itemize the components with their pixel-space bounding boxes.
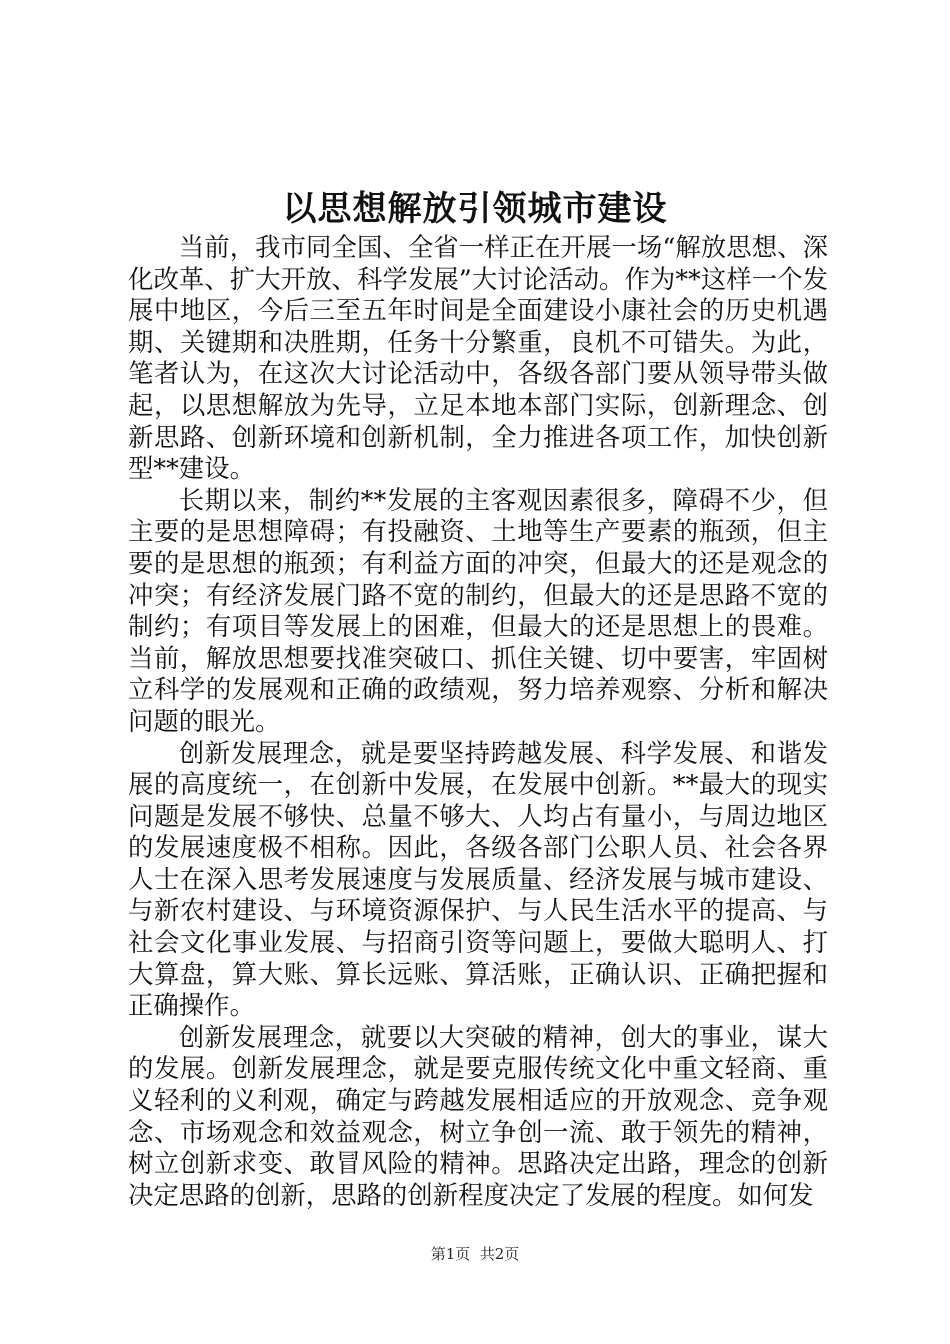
document-body (128, 232, 828, 1211)
page-number-footer: 第1页 共2页 (430, 1245, 520, 1263)
paragraph-1: 当前，我市同全国、全省一样正在开展一场“解放思想、深化改革、扩大开放、科学发展”大讨论活动。作为**这样一个发展中地区，今后三至五年时间是全面建设小康社会的历史机遇期、关键期和决胜期，任务十分繁重，良机不可错失。为此，笔者认为，在这次大讨论活动中，各级各部门要从领导带头做起，以思想解放为先导，立足本地本部门实际，创新理念、创新思路、创新环境和创新机制，全力推进各项工作，加快创新型**建设。 (128, 232, 828, 484)
paragraph-2: 长期以来，制约**发展的主客观因素很多，障碍不少，但主要的是思想障碍；有投融资、土地等生产要素的瓶颈，但主要的是思想的瓶颈；有利益方面的冲突，但最大的还是观念的冲突；有经济发展门路不宽的制约，但最大的还是思路不宽的制约；有项目等发展上的困难，但最大的还是思想上的畏难。当前，解放思想要找准突破口、抓住关键、切中要害，牢固树立科学的发展观和正确的政绩观，努力培养观察、分析和解决问题的眼光。 (128, 484, 828, 736)
paragraph-4: 创新发展理念，就要以大突破的精神，创大的事业，谋大的发展。创新发展理念，就是要克服传统文化中重文轻商、重义轻利的义利观，确定与跨越发展相适应的开放观念、竞争观念、市场观念和效益观念，树立争创一流、敢于领先的精神，树立创新求变、敢冒风险的精神。思路决定出路，理念的创新决定思路的创新，思路的创新程度决定了发展的程度。如何发 (128, 1021, 828, 1210)
paragraph-3: 创新发展理念，就是要坚持跨越发展、科学发展、和谐发展的高度统一，在创新中发展，在发展中创新。**最大的现实问题是发展不够快、总量不够大、人均占有量小，与周边地区的发展速度极不相称。因此，各级各部门公职人员、社会各界人士在深入思考发展速度与发展质量、经济发展与城市建设、与新农村建设、与环境资源保护、与人民生活水平的提高、与社会文化事业发展、与招商引资等问题上，要做大聪明人、打大算盘，算大账、算长远账、算活账，正确认识、正确把握和正确操作。 (128, 737, 828, 1021)
document-title: 以思想解放引领城市建设 (282, 189, 668, 229)
